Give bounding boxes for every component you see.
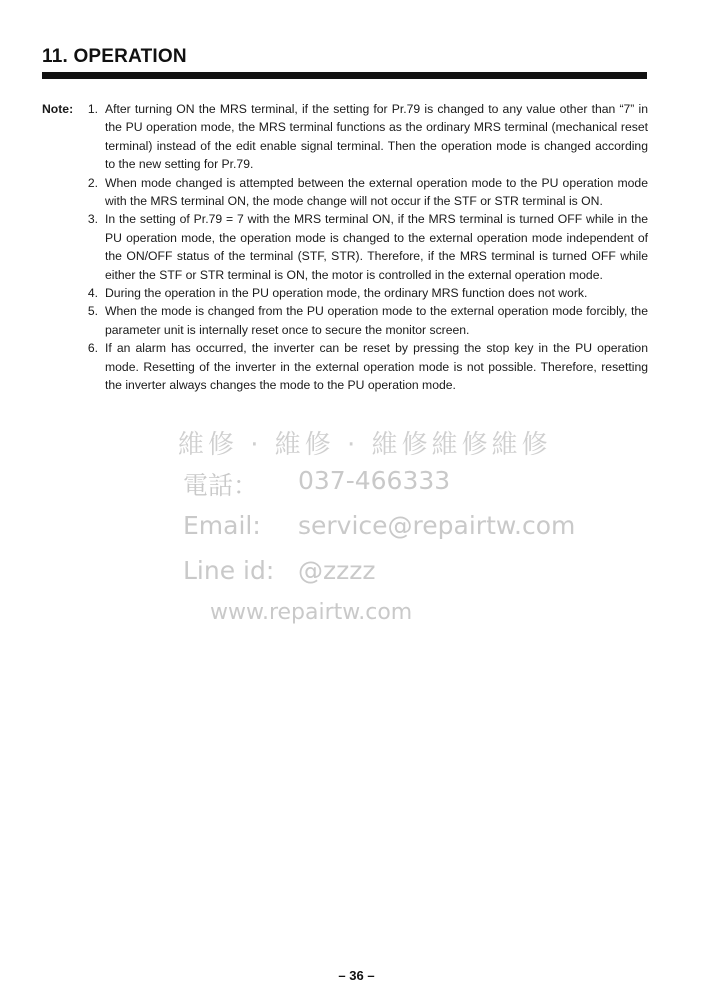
- note-text: When the mode is changed from the PU operation mode to the external operation mode forcibly, the parameter unit is internally reset once to secure the monitor screen.: [105, 304, 648, 337]
- watermark-url: www.repairtw.com: [210, 600, 413, 625]
- watermark-email: service@repairtw.com: [298, 511, 576, 540]
- notes-list: [42, 100, 648, 395]
- note-item: [42, 174, 648, 211]
- note-text: During the operation in the PU operation mode, the ordinary MRS function does not work.: [105, 286, 588, 301]
- watermark-shop-name: 維修 · 維修 · 維修維修維修: [178, 430, 552, 460]
- watermark-line-label: Line id:: [183, 556, 275, 585]
- note-item: [42, 284, 648, 302]
- note-number: 4.: [87, 286, 98, 301]
- note-number: 2.: [87, 175, 98, 190]
- note-number: 5.: [87, 304, 98, 319]
- note-item: [42, 100, 648, 174]
- watermark-email-label: Email:: [183, 511, 261, 540]
- watermark-phone-label: 電話：: [183, 471, 259, 500]
- note-text: When mode changed is attempted between the external operation mode to the PU operation mode with the MRS terminal ON, the mode change will not occur if the STF or STR terminal is ON.: [105, 175, 648, 209]
- watermark-line-id: @zzzz: [298, 556, 376, 585]
- section-title: 11. OPERATION: [42, 46, 187, 67]
- note-text: After turning ON the MRS terminal, if the setting for Pr.79 is changed to any value other than “7” in the PU operation mode, the MRS terminal functions as the ordinary MRS terminal (mechanical reset terminal) instead of the edit enable signal terminal. Then the operation mode is changed according to the new setting for Pr.79.: [105, 102, 648, 172]
- watermark-phone: 037-466333: [298, 466, 451, 495]
- title-rule: [42, 72, 647, 79]
- note-label: Note:: [42, 102, 74, 116]
- note-item: [42, 339, 648, 394]
- note-item: [42, 210, 648, 284]
- note-text: In the setting of Pr.79 = 7 with the MRS terminal ON, if the MRS terminal is turned OFF while in the PU operation mode, the operation mode is changed to the external operation mode independent of the ON/OFF status of the terminal (STF, STR). Therefore, if the MRS terminal is turned OFF while either the STF or STR terminal is ON, the motor is controlled in the external operation mode.: [105, 212, 648, 282]
- note-number: 1.: [87, 102, 98, 116]
- note-number: 3.: [87, 212, 98, 227]
- note-text: If an alarm has occurred, the inverter can be reset by pressing the stop key in the PU operation mode. Resetting of the inverter in the external operation mode is not possible. Therefore, resetting the inverter always changes the mode to the PU operation mode.: [105, 341, 648, 393]
- note-item: [42, 302, 648, 339]
- page-number: – 36 –: [338, 968, 375, 983]
- note-number: 6.: [87, 341, 98, 356]
